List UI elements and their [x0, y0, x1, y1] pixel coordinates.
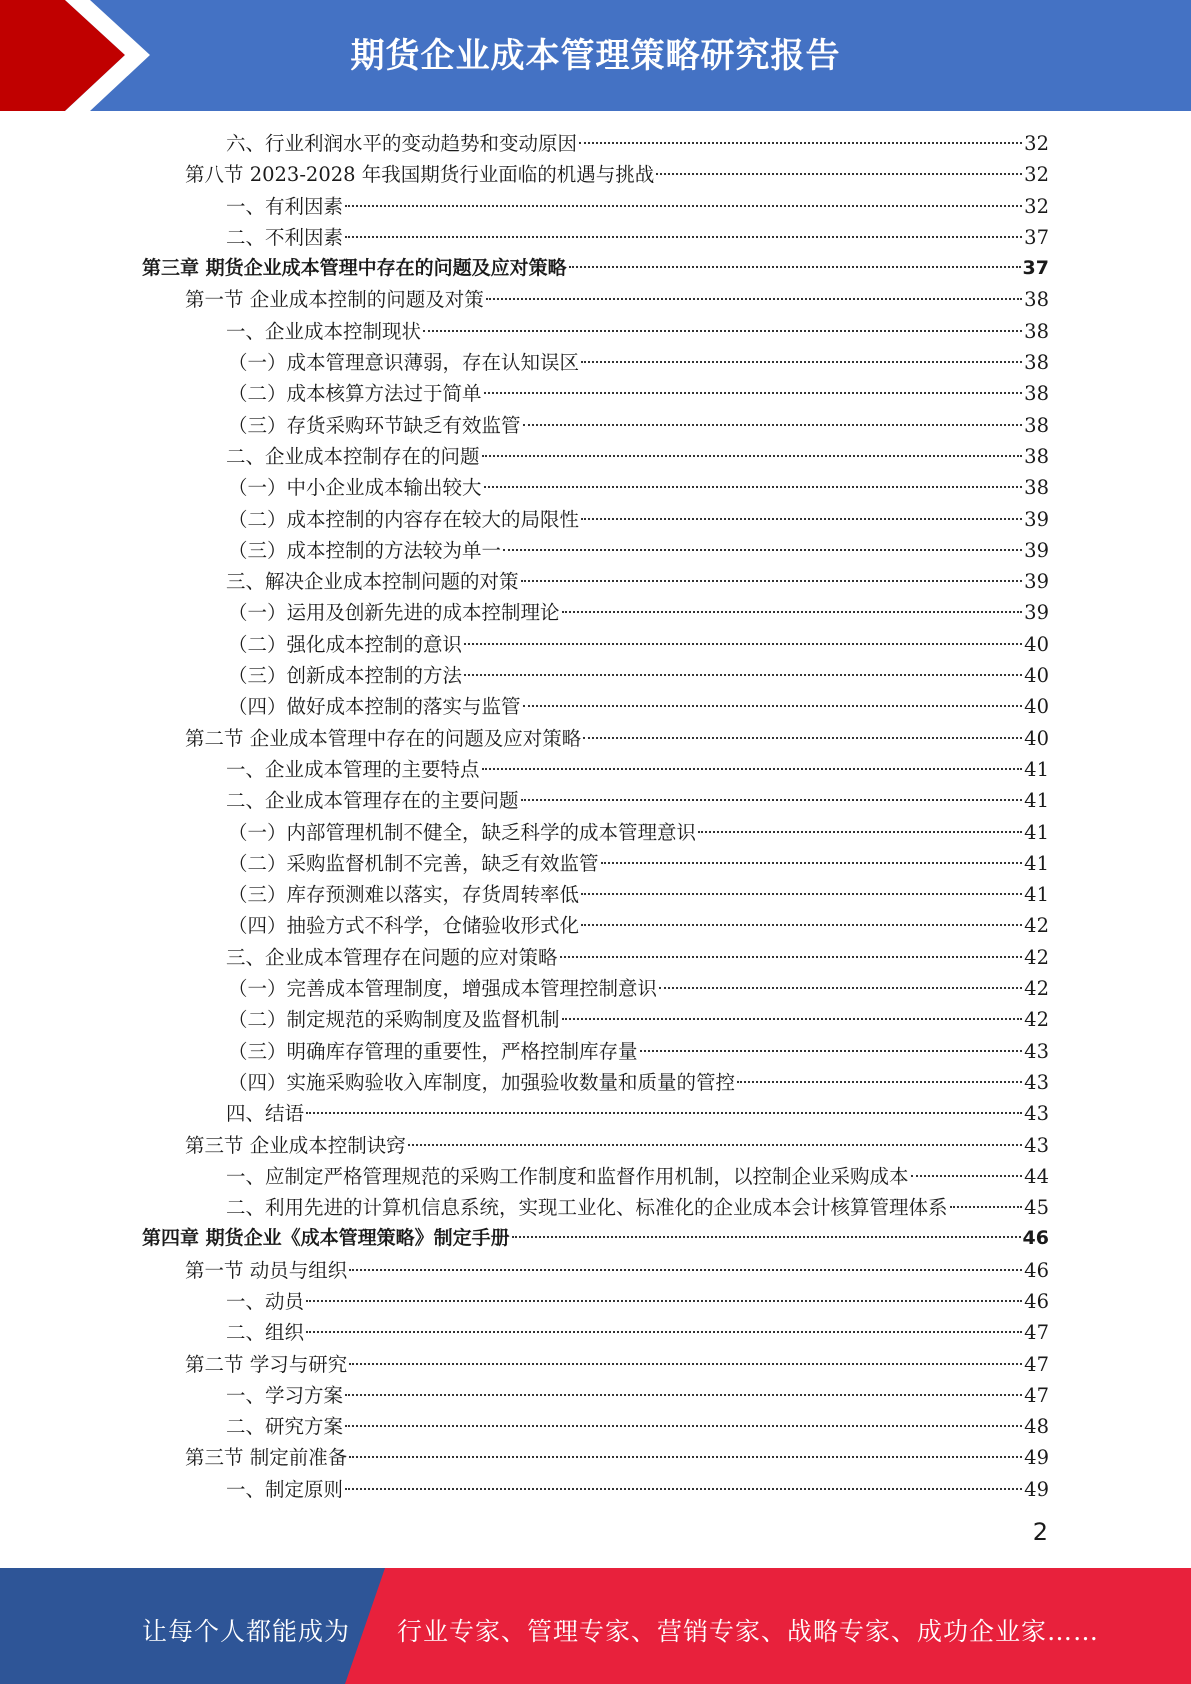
toc-dot-leader — [560, 956, 1023, 958]
toc-entry-title: 第八节 2023-2028 年我国期货行业面临的机遇与挑战 — [185, 163, 655, 187]
report-header — [0, 0, 1191, 111]
toc-entry-title: 三、企业成本管理存在问题的应对策略 — [226, 945, 558, 969]
toc-entry-title: 一、制定原则 — [226, 1477, 344, 1501]
toc-entry-title: （二）成本核算方法过于简单 — [228, 382, 482, 406]
toc-entry-title: 一、应制定严格管理规范的采购工作制度和监督作用机制，以控制企业采购成本 — [226, 1164, 909, 1188]
toc-entry-page: 41 — [1024, 757, 1049, 781]
toc-entry-title: 一、动员 — [226, 1289, 305, 1313]
toc-dot-leader — [698, 831, 1022, 833]
toc-entry[interactable] — [142, 253, 1049, 284]
toc-entry-page: 46 — [1024, 1258, 1049, 1282]
toc-dot-leader — [737, 1081, 1022, 1083]
toc-dot-leader — [306, 1331, 1022, 1333]
toc-dot-leader — [306, 1112, 1022, 1114]
toc-entry-title: 四、结语 — [226, 1102, 305, 1126]
toc-entry-title: （四）抽验方式不科学，仓储验收形式化 — [228, 914, 580, 938]
toc-entry[interactable] — [228, 848, 1049, 879]
toc-entry[interactable] — [185, 1349, 1049, 1380]
toc-entry-title: （二）成本控制的内容存在较大的局限性 — [228, 507, 580, 531]
toc-dot-leader — [482, 768, 1023, 770]
toc-entry-page: 45 — [1024, 1196, 1049, 1220]
toc-entry[interactable] — [228, 817, 1049, 848]
toc-entry[interactable] — [228, 660, 1049, 691]
toc-entry-page: 39 — [1024, 538, 1049, 562]
toc-entry-page: 32 — [1024, 132, 1049, 155]
toc-entry-page: 43 — [1024, 1070, 1049, 1094]
toc-dot-leader — [484, 486, 1023, 488]
toc-dot-leader — [581, 518, 1022, 520]
toc-dot-leader — [423, 330, 1022, 332]
toc-dot-leader — [345, 1394, 1022, 1396]
toc-dot-leader — [345, 1488, 1022, 1490]
toc-entry[interactable] — [228, 1036, 1049, 1067]
toc-entry-title: （一）成本管理意识薄弱，存在认知误区 — [228, 351, 580, 375]
toc-entry-title: 二、企业成本管理存在的主要问题 — [226, 789, 519, 813]
footer-slogan-right: 行业专家、管理专家、营销专家、战略专家、成功企业家…… — [397, 1617, 1100, 1646]
toc-dot-leader — [512, 1236, 1021, 1238]
toc-entry-title: 三、解决企业成本控制问题的对策 — [226, 570, 519, 594]
toc-entry-title: 一、企业成本管理的主要特点 — [226, 757, 480, 781]
toc-entry[interactable] — [228, 410, 1049, 441]
toc-entry[interactable] — [226, 1161, 1049, 1192]
toc-dot-leader — [349, 1363, 1022, 1365]
toc-entry-title: 一、企业成本控制现状 — [226, 319, 422, 343]
toc-entry-title: 一、有利因素 — [226, 194, 344, 218]
table-of-contents — [0, 128, 1191, 1505]
toc-dot-leader — [581, 924, 1022, 926]
footer-slogan-left: 让每个人都能成为 — [142, 1617, 351, 1646]
toc-entry-page: 42 — [1024, 977, 1049, 1001]
toc-entry[interactable] — [228, 378, 1049, 409]
toc-entry[interactable] — [226, 1317, 1049, 1348]
toc-entry-page: 40 — [1024, 695, 1049, 719]
toc-entry-title: 二、研究方案 — [226, 1415, 344, 1439]
toc-entry-page: 49 — [1024, 1446, 1049, 1470]
toc-dot-leader — [656, 173, 1022, 175]
toc-entry[interactable] — [226, 1098, 1049, 1129]
toc-entry-title: （二）采购监督机制不完善，缺乏有效监管 — [228, 851, 599, 875]
toc-entry-page: 49 — [1024, 1477, 1049, 1501]
toc-entry[interactable] — [228, 879, 1049, 910]
toc-entry[interactable] — [228, 504, 1049, 535]
toc-entry[interactable] — [226, 1474, 1049, 1505]
toc-entry[interactable] — [228, 973, 1049, 1004]
toc-dot-leader — [484, 392, 1023, 394]
toc-entry[interactable] — [226, 441, 1049, 472]
toc-entry-title: （二）强化成本控制的意识 — [228, 632, 463, 656]
toc-dot-leader — [523, 424, 1023, 426]
page-number: 2 — [1032, 1518, 1048, 1546]
toc-entry-page: 46 — [1024, 1289, 1049, 1313]
toc-entry-page: 41 — [1024, 820, 1049, 844]
toc-entry-page: 38 — [1024, 319, 1049, 343]
toc-entry-page: 40 — [1024, 632, 1049, 656]
toc-entry[interactable] — [185, 1130, 1049, 1161]
toc-entry[interactable] — [185, 284, 1049, 315]
toc-entry-page: 38 — [1024, 444, 1049, 468]
toc-dot-leader — [659, 987, 1022, 989]
toc-entry-title: （四）做好成本控制的落实与监管 — [228, 695, 521, 719]
toc-entry-title: 第二节 学习与研究 — [185, 1352, 348, 1376]
toc-entry-page: 38 — [1024, 476, 1049, 500]
toc-entry-title: （三）库存预测难以落实，存货周转率低 — [228, 883, 580, 907]
toc-dot-leader — [569, 266, 1021, 268]
toc-entry[interactable] — [228, 629, 1049, 660]
toc-entry[interactable] — [226, 316, 1049, 347]
toc-entry-page: 32 — [1024, 194, 1049, 218]
toc-entry[interactable] — [226, 1286, 1049, 1317]
toc-dot-leader — [503, 549, 1022, 551]
toc-entry-title: （一）内部管理机制不健全，缺乏科学的成本管理意识 — [228, 820, 697, 844]
toc-entry[interactable] — [228, 1004, 1049, 1035]
toc-entry-page: 37 — [1024, 225, 1049, 249]
toc-dot-leader — [349, 1269, 1022, 1271]
toc-entry-page: 38 — [1024, 413, 1049, 437]
toc-entry-title: （三）存货采购环节缺乏有效监管 — [228, 413, 521, 437]
toc-entry[interactable] — [226, 1411, 1049, 1442]
toc-dot-leader — [408, 1144, 1022, 1146]
toc-entry-title: （一）完善成本管理制度，增强成本管理控制意识 — [228, 977, 658, 1001]
toc-entry-page: 37 — [1022, 257, 1049, 280]
toc-entry-page: 38 — [1024, 382, 1049, 406]
toc-entry-page: 42 — [1024, 1008, 1049, 1032]
toc-entry-title: （一）中小企业成本输出较大 — [228, 476, 482, 500]
toc-entry-title: （三）明确库存管理的重要性，严格控制库存量 — [228, 1039, 638, 1063]
toc-dot-leader — [950, 1206, 1023, 1208]
toc-entry[interactable] — [228, 347, 1049, 378]
toc-entry[interactable] — [226, 566, 1049, 597]
toc-entry-page: 47 — [1024, 1383, 1049, 1407]
toc-dot-leader — [583, 737, 1022, 739]
toc-entry-title: 第三节 企业成本控制诀窍 — [185, 1133, 406, 1157]
toc-entry-title: （三）创新成本控制的方法 — [228, 664, 463, 688]
toc-dot-leader — [562, 1018, 1023, 1020]
toc-dot-leader — [345, 1425, 1022, 1427]
toc-entry[interactable] — [228, 691, 1049, 722]
toc-dot-leader — [521, 799, 1023, 801]
toc-entry-page: 42 — [1024, 945, 1049, 969]
toc-dot-leader — [562, 611, 1023, 613]
toc-entry[interactable] — [228, 1067, 1049, 1098]
toc-dot-leader — [464, 674, 1022, 676]
toc-dot-leader — [482, 455, 1023, 457]
toc-entry-page: 39 — [1024, 570, 1049, 594]
report-title: 期货企业成本管理策略研究报告 — [350, 36, 841, 76]
toc-entry[interactable] — [226, 942, 1049, 973]
toc-entry-title: 二、不利因素 — [226, 225, 344, 249]
toc-entry-title: 二、组织 — [226, 1321, 305, 1345]
toc-dot-leader — [581, 361, 1022, 363]
toc-entry-page: 47 — [1024, 1321, 1049, 1345]
toc-entry-title: 第四章 期货企业《成本管理策略》制定手册 — [142, 1227, 510, 1250]
toc-entry[interactable] — [226, 1192, 1049, 1223]
toc-entry-page: 40 — [1024, 726, 1049, 750]
toc-entry-title: 第三节 制定前准备 — [185, 1446, 348, 1470]
toc-dot-leader — [464, 643, 1022, 645]
toc-entry[interactable] — [228, 535, 1049, 566]
toc-dot-leader — [640, 1050, 1023, 1052]
toc-entry[interactable] — [228, 910, 1049, 941]
toc-entry[interactable] — [185, 159, 1049, 190]
toc-dot-leader — [523, 705, 1023, 707]
toc-entry-page: 32 — [1024, 163, 1049, 187]
toc-entry[interactable] — [226, 191, 1049, 222]
toc-entry-page: 43 — [1024, 1102, 1049, 1126]
toc-entry[interactable] — [226, 785, 1049, 816]
toc-entry-page: 47 — [1024, 1352, 1049, 1376]
toc-entry-title: 二、利用先进的计算机信息系统，实现工业化、标准化的企业成本会计核算管理体系 — [226, 1196, 948, 1220]
toc-dot-leader — [579, 142, 1022, 144]
toc-entry-page: 41 — [1024, 851, 1049, 875]
toc-entry[interactable] — [228, 472, 1049, 503]
toc-entry-page: 44 — [1024, 1164, 1049, 1188]
toc-entry-title: （一）运用及创新先进的成本控制理论 — [228, 601, 560, 625]
toc-entry-page: 48 — [1024, 1415, 1049, 1439]
toc-dot-leader — [345, 236, 1022, 238]
toc-entry-page: 41 — [1024, 883, 1049, 907]
toc-dot-leader — [521, 580, 1023, 582]
toc-entry-title: （四）实施采购验收入库制度，加强验收数量和质量的管控 — [228, 1070, 736, 1094]
toc-entry[interactable] — [185, 1255, 1049, 1286]
toc-entry[interactable] — [185, 723, 1049, 754]
toc-dot-leader — [581, 893, 1022, 895]
toc-entry-page: 38 — [1024, 288, 1049, 312]
toc-entry-title: （二）制定规范的采购制度及监督机制 — [228, 1008, 560, 1032]
toc-entry-title: 第一节 动员与组织 — [185, 1258, 348, 1282]
toc-dot-leader — [349, 1456, 1022, 1458]
toc-entry-title: 一、学习方案 — [226, 1383, 344, 1407]
toc-entry-page: 43 — [1024, 1133, 1049, 1157]
toc-dot-leader — [601, 862, 1023, 864]
toc-entry-page: 41 — [1024, 789, 1049, 813]
toc-entry-page: 42 — [1024, 914, 1049, 938]
toc-entry-title: 第二节 企业成本管理中存在的问题及应对策略 — [185, 726, 582, 750]
toc-entry[interactable] — [226, 128, 1049, 159]
toc-entry-title: （三）成本控制的方法较为单一 — [228, 538, 502, 562]
toc-entry[interactable] — [228, 597, 1049, 628]
toc-entry[interactable] — [226, 1380, 1049, 1411]
toc-dot-leader — [345, 205, 1022, 207]
toc-entry-page: 38 — [1024, 351, 1049, 375]
toc-dot-leader — [306, 1300, 1022, 1302]
toc-entry-page: 40 — [1024, 664, 1049, 688]
toc-entry-page: 46 — [1022, 1227, 1049, 1250]
toc-entry-page: 39 — [1024, 601, 1049, 625]
toc-dot-leader — [486, 298, 1022, 300]
toc-entry-title: 第三章 期货企业成本管理中存在的问题及应对策略 — [142, 257, 567, 280]
toc-entry[interactable] — [185, 1442, 1049, 1473]
footer-banner — [0, 1568, 1191, 1684]
toc-entry[interactable] — [142, 1223, 1049, 1254]
toc-entry[interactable] — [226, 754, 1049, 785]
toc-entry[interactable] — [226, 222, 1049, 253]
toc-entry-title: 第一节 企业成本控制的问题及对策 — [185, 288, 484, 312]
toc-entry-title: 六、行业利润水平的变动趋势和变动原因 — [226, 132, 578, 155]
toc-entry-page: 43 — [1024, 1039, 1049, 1063]
toc-entry-title: 二、企业成本控制存在的问题 — [226, 444, 480, 468]
toc-entry-page: 39 — [1024, 507, 1049, 531]
toc-dot-leader — [911, 1175, 1023, 1177]
